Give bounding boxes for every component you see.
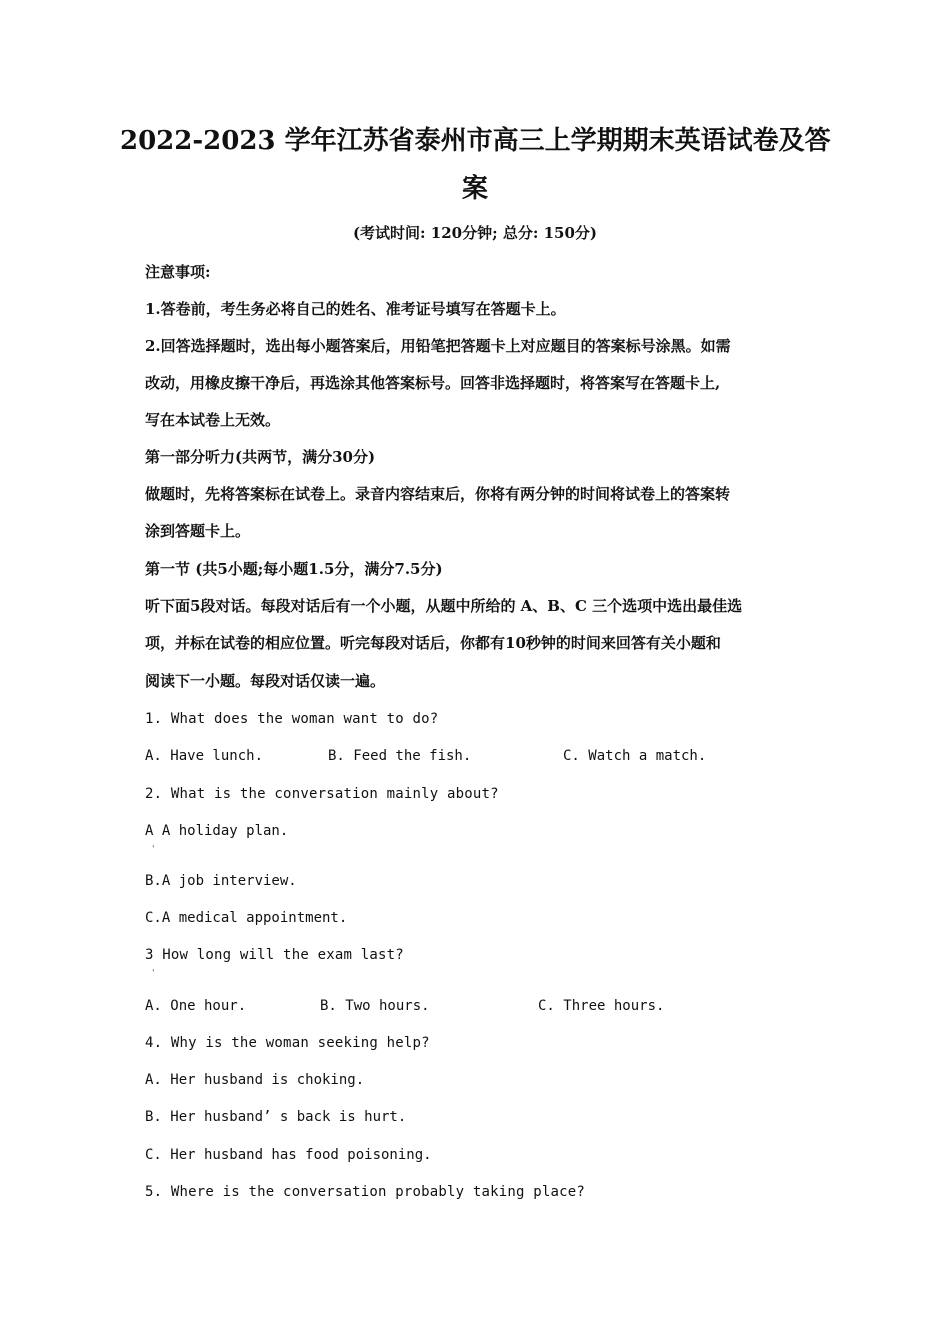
question-4-option-b: B. Her husband’ s back is hurt. [145, 1109, 407, 1125]
section1-heading: 第一节 (共5小题;每小题1.5分，满分7.5分) [145, 560, 443, 578]
notice-item-1: 1.答卷前，考生务必将自己的姓名、准考证号填写在答题卡上。 [145, 300, 566, 318]
stray-mark: ' [152, 969, 155, 979]
question-4-option-c: C. Her husband has food poisoning. [145, 1147, 432, 1163]
exam-time-and-score: (考试时间: 120分钟; 总分: 150分) [352, 224, 598, 242]
notice-heading: 注意事项: [145, 263, 211, 281]
stray-mark: ' [152, 845, 155, 855]
part1-heading: 第一部分听力(共两节，满分30分) [145, 448, 376, 466]
question-2-option-c: C.A medical appointment. [145, 910, 348, 926]
question-3-option-b: B. Two hours. [320, 998, 430, 1014]
question-2-option-b: B.A job interview. [145, 873, 297, 889]
question-3-option-c: C. Three hours. [538, 998, 665, 1014]
question-1-option-b: B. Feed the fish. [328, 748, 472, 764]
notice-item-2-line-1: 2.回答选择题时，选出每小题答案后，用铅笔把答题卡上对应题目的答案标号涂黑。如需 [145, 337, 731, 355]
question-2-stem: 2. What is the conversation mainly about? [145, 786, 499, 802]
section1-intro-line-3: 阅读下一小题。每段对话仅读一遍。 [145, 672, 386, 690]
exam-title-line-1: 2022-2023 学年江苏省泰州市高三上学期期末英语试卷及答 [120, 126, 831, 156]
section1-intro-line-2: 项，并标在试卷的相应位置。听完每段对话后，你都有10秒钟的时间来回答有关小题和 [145, 634, 721, 652]
question-4-stem: 4. Why is the woman seeking help? [145, 1035, 430, 1051]
question-1-option-c: C. Watch a match. [563, 748, 707, 764]
part1-intro-line-2: 涂到答题卡上。 [145, 522, 251, 540]
question-1-option-a: A. Have lunch. [145, 748, 264, 764]
question-3-stem: 3 How long will the exam last? [145, 947, 404, 963]
notice-item-2-line-3: 写在本试卷上无效。 [145, 411, 281, 429]
question-3-option-a: A. One hour. [145, 998, 247, 1014]
question-5-stem: 5. Where is the conversation probably taking place? [145, 1184, 586, 1200]
section1-intro-line-1: 听下面5段对话。每段对话后有一个小题，从题中所给的 A、B、C 三个选项中选出最佳选 [145, 597, 743, 615]
question-1-stem: 1. What does the woman want to do? [145, 711, 439, 727]
exam-title-line-2: 案 [461, 174, 488, 204]
question-2-option-a: A A holiday plan. [145, 823, 289, 839]
notice-item-2-line-2: 改动，用橡皮擦干净后，再选涂其他答案标号。回答非选择题时，将答案写在答题卡上, [145, 374, 721, 392]
part1-intro-line-1: 做题时，先将答案标在试卷上。录音内容结束后，你将有两分钟的时间将试卷上的答案转 [145, 485, 731, 503]
question-4-option-a: A. Her husband is choking. [145, 1072, 365, 1088]
